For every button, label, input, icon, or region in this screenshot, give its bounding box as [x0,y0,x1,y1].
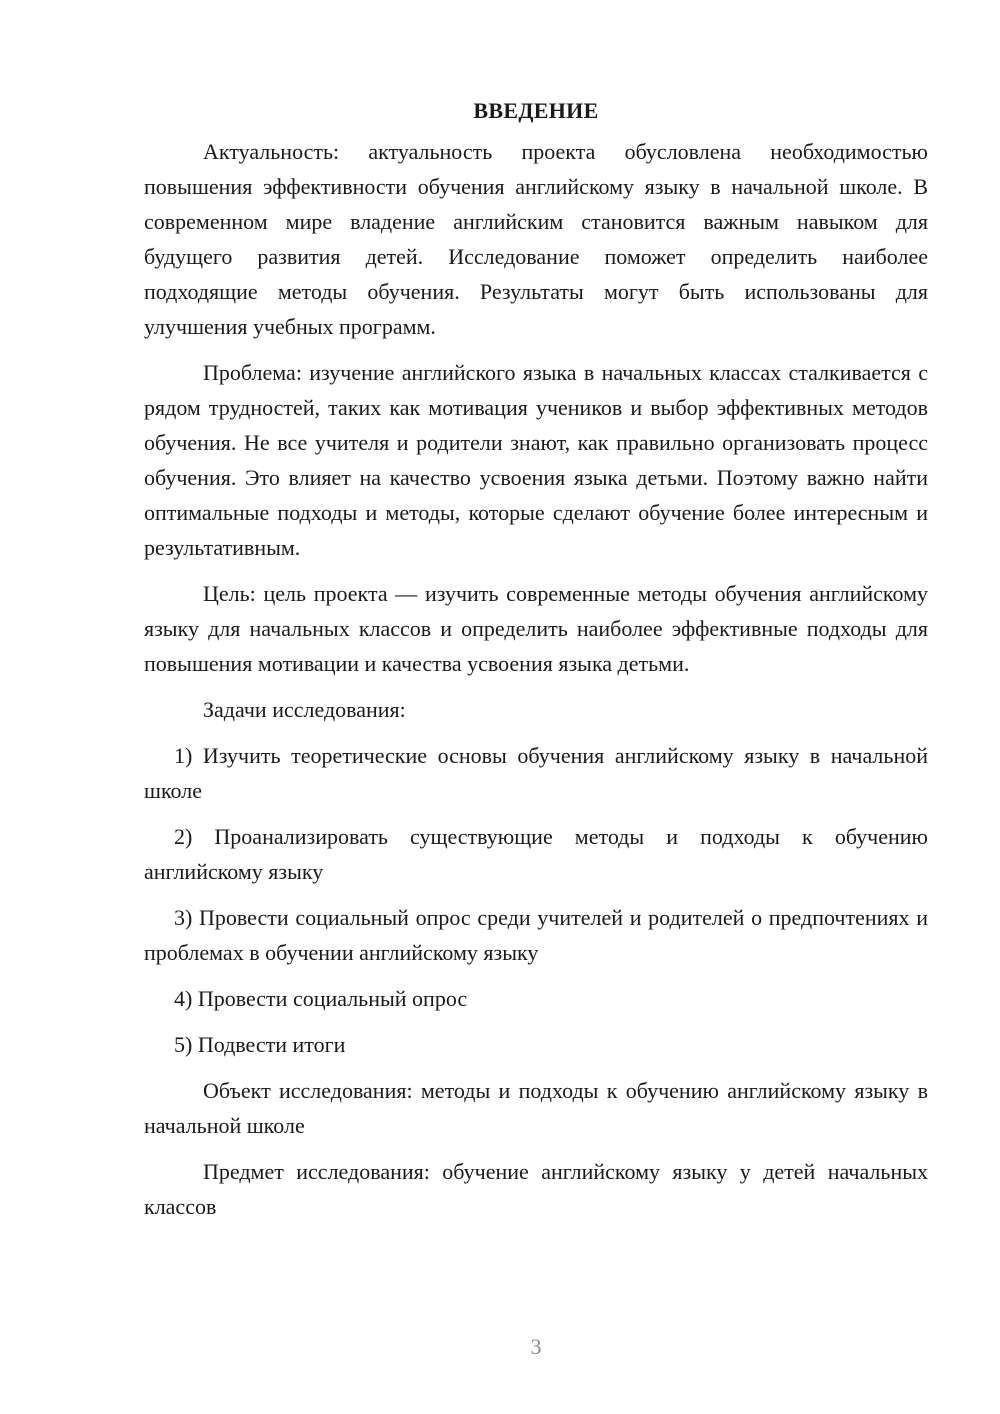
paragraph-subject: Предмет исследования: обучение английскому языку у детей начальных классов [144,1159,928,1219]
tasks-heading: Задачи исследования: [203,697,406,722]
paragraph-relevance: Актуальность: актуальность проекта обусловлена необходимостью повышения эффективности обучения английскому языку в начальной школе. В современном мире владение английским становится важным навыком для будущего развития детей. Исследование поможет определить наиболее подходящие методы обучения. Результаты могут быть использованы для улучшения учебных программ. [144,139,928,339]
task-item-1: 1) Изучить теоретические основы обучения английскому языку в начальной школе [144,743,928,803]
task-item-4: 4) Провести социальный опрос [174,986,468,1011]
page-number: 3 [530,1334,542,1359]
task-item-5: 5) Подвести итоги [174,1032,346,1057]
document-page [144,92,928,1224]
paragraph-goal: Цель: цель проекта — изучить современные методы обучения английскому языку для начальных классов и определить наиболее эффективные подходы для повышения мотивации и качества усвоения языка детьми. [144,581,928,676]
task-item-2: 2) Проанализировать существующие методы и подходы к обучению английскому языку [144,824,928,884]
paragraph-problem: Проблема: изучение английского языка в начальных классах сталкивается с рядом трудностей, таких как мотивация учеников и выбор эффективных методов обучения. Не все учителя и родители знают, как правильно организовать процесс обучения. Это влияет на качество усвоения языка детьми. Поэтому важно найти оптимальные подходы и методы, которые сделают обучение более интересным и результативным. [144,360,928,560]
task-item-3: 3) Провести социальный опрос среди учителей и родителей о предпочтениях и проблемах в обучении английскому языку [144,905,928,965]
paragraph-object: Объект исследования: методы и подходы к обучению английскому языку в начальной школе [144,1078,928,1138]
page-title: ВВЕДЕНИЕ [473,98,599,123]
